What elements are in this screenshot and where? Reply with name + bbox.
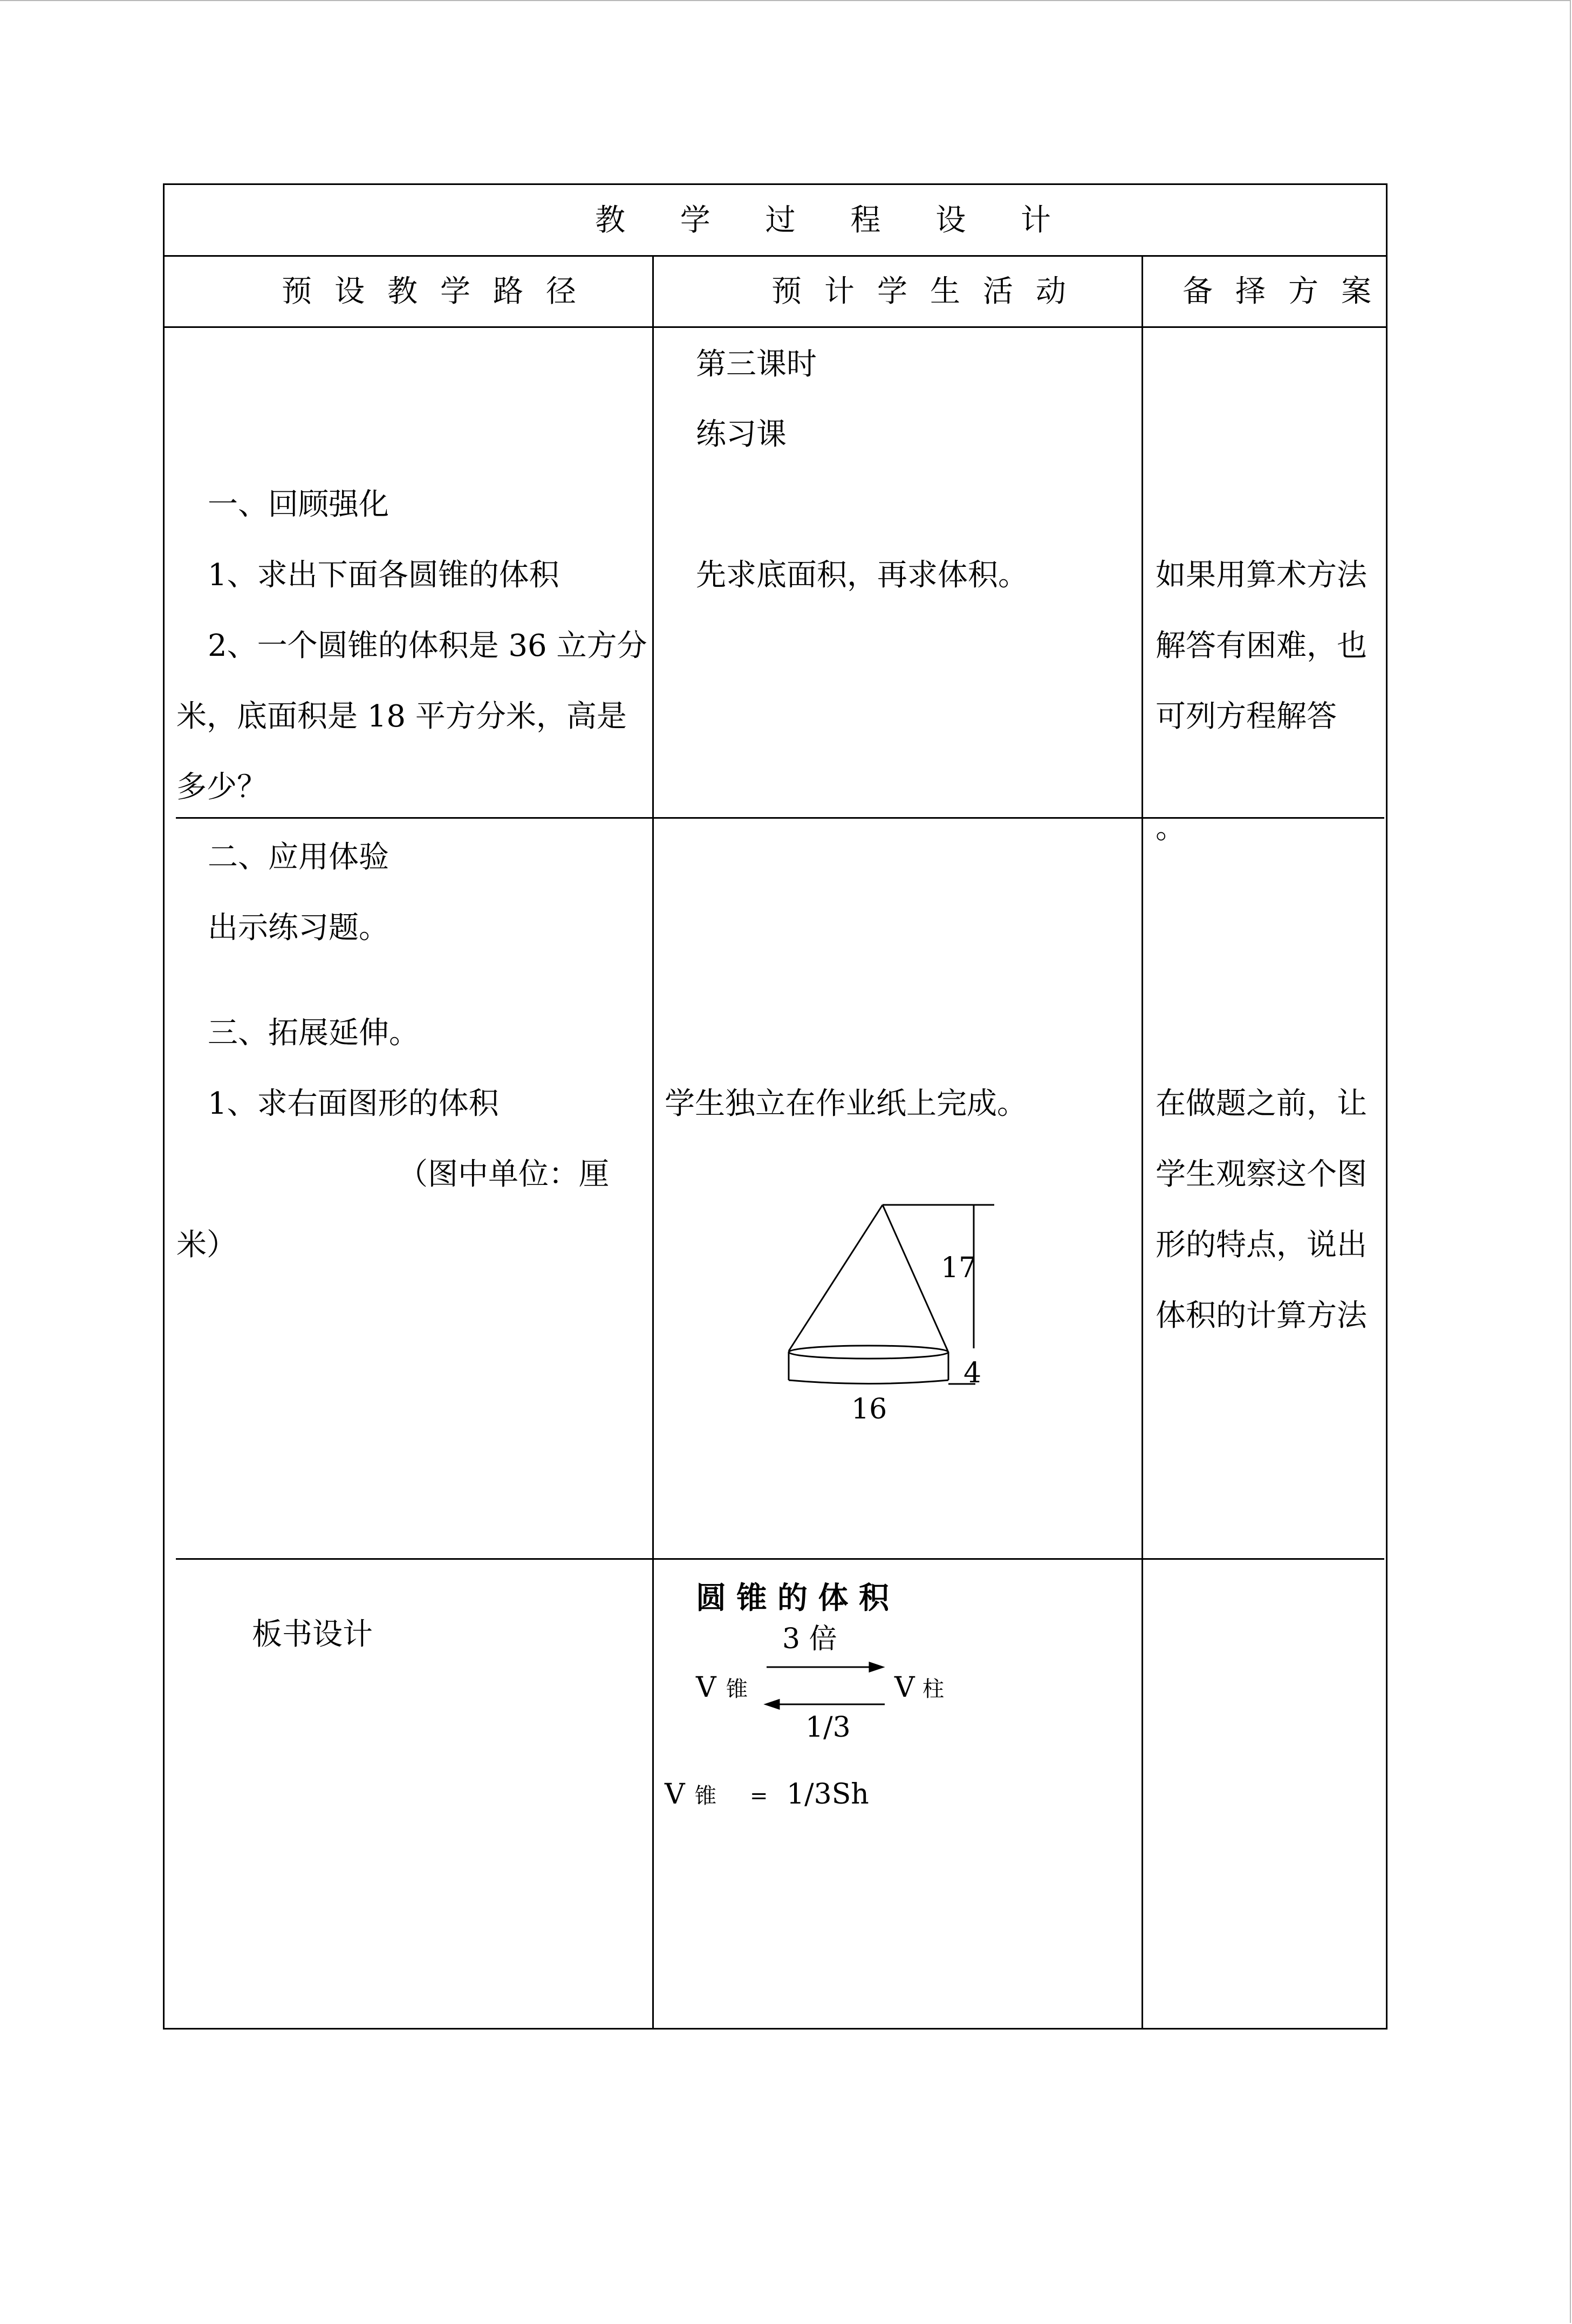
alt-line-2: 解答有困难，也	[1156, 628, 1367, 663]
board-factor-top: 3 倍	[782, 1623, 837, 1655]
alt2-line-2: 学生观察这个图	[1156, 1157, 1367, 1192]
activity-review-tip: 先求底面积，再求体积。	[696, 558, 1028, 593]
figure-base-height-label: 4	[963, 1357, 982, 1389]
show-exercises: 出示练习题。	[208, 910, 389, 945]
board-left-sub: 锥	[726, 1677, 748, 1702]
extend-item-1: 1、求右面图形的体积	[208, 1086, 499, 1121]
section-apply-heading: 二、应用体验	[208, 840, 389, 875]
board-left-v: V	[696, 1671, 716, 1704]
activity-independent: 学生独立在作业纸上完成。	[665, 1086, 1027, 1121]
formula-rhs: 1/3Sh	[787, 1778, 869, 1811]
section-extend-heading: 三、拓展延伸。	[208, 1016, 419, 1051]
alt-line-1: 如果用算术方法	[1156, 558, 1367, 593]
header-student-activity: 预计学生活动	[771, 274, 1089, 309]
header-teaching-path: 预设教学路径	[282, 274, 599, 309]
board-title: 圆 锥 的 体 积	[696, 1581, 889, 1616]
lesson-type: 练习课	[696, 417, 787, 452]
alt2-line-1: 在做题之前，让	[1156, 1086, 1367, 1121]
alt-line-3: 可列方程解答	[1156, 699, 1337, 734]
alt2-line-4: 体积的计算方法	[1156, 1298, 1367, 1333]
figure-diameter-label: 16	[851, 1393, 887, 1425]
table-title: 教 学 过 程 设 计	[595, 203, 1074, 238]
review-item-2-line-3: 多少？	[176, 770, 267, 805]
header-alternative-plan: 备择方案	[1183, 274, 1394, 309]
section-review-heading: 一、回顾强化	[208, 487, 389, 522]
alt-period: 。	[1156, 811, 1186, 846]
formula-sub: 锥	[695, 1784, 716, 1808]
board-factor-bottom: 1/3	[805, 1711, 851, 1744]
board-right-sub: 柱	[922, 1677, 944, 1702]
review-item-1: 1、求出下面各圆锥的体积	[208, 558, 559, 593]
figure-height-label: 17	[941, 1252, 977, 1284]
review-item-2-line-2: 米，底面积是 18 平方分米，高是	[176, 699, 627, 734]
unit-note-end: 米）	[176, 1228, 237, 1263]
arrow-left-head	[766, 1700, 779, 1709]
lesson-number: 第三课时	[696, 347, 817, 382]
formula-equals: =	[750, 1784, 768, 1808]
review-item-2-line-1: 2、一个圆锥的体积是 36 立方分	[208, 628, 647, 663]
alt2-line-3: 形的特点，说出	[1156, 1228, 1367, 1263]
formula-v: V	[665, 1778, 685, 1811]
board-right-v: V	[894, 1671, 915, 1704]
arrow-right-head	[870, 1663, 883, 1671]
unit-note: （图中单位：厘	[398, 1157, 609, 1192]
board-design-label: 板书设计	[252, 1617, 373, 1652]
